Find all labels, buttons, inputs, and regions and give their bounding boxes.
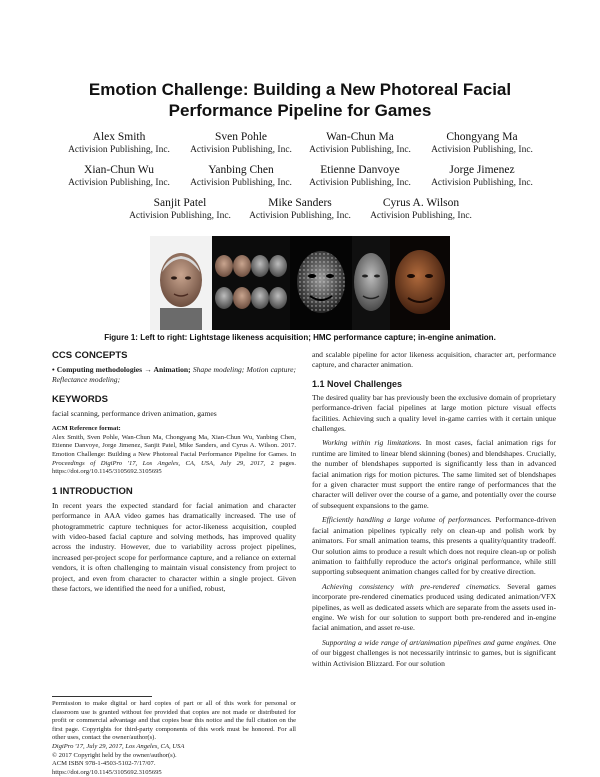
right-p1: The desired quality bar has previously been the exclusive domain of proprietary performance-driven facial pipelines at large motion picture visual effects facilities. Achieving such a quality level in-game carries with it certain unique challenges. (312, 392, 556, 434)
ccs-heading: CCS CONCEPTS (52, 350, 128, 361)
keywords-heading: KEYWORDS (52, 393, 108, 405)
acm-tail: 2 pages. https://doi.org/10.1145/3105692.3105695 (52, 459, 296, 476)
right-p2 (312, 438, 556, 511)
hmc-capture-face-icon (297, 251, 345, 313)
figure-caption: Figure 1: Left to right: Lightstage likeness acquisition; HMC performance capture; in-engine animation. (104, 333, 496, 342)
author-name: Cyrus A. Wilson (382, 197, 460, 209)
p3-lead: Efficiently handling a large volume of performances. (322, 515, 492, 525)
ccs-concepts (52, 365, 296, 386)
author-block (407, 163, 557, 189)
author-name: Chongyang Ma (446, 131, 518, 143)
figure-image (150, 236, 450, 330)
right-p3 (312, 515, 556, 577)
author-affiliation: Activision Publishing, Inc. (370, 211, 472, 221)
author-name: Xian-Chun Wu (84, 164, 154, 176)
author-name: Jorge Jimenez (449, 164, 515, 176)
teaser-figure (150, 236, 450, 330)
author-name: Alex Smith (92, 131, 146, 143)
author-block (346, 196, 496, 222)
p4-lead: Achieving consistency with pre-rendered cinematics. (322, 581, 501, 591)
right-p5 (312, 638, 556, 669)
novel-challenges-heading: 1.1 Novel Challenges (312, 378, 403, 389)
left-column (52, 350, 296, 594)
panel-scans-bg (212, 236, 290, 330)
p3-text: Performance-driven facial animation pipelines typically rely on clean-up and polish work by animators. For small animation teams, this presents a quality/quantity tradeoff. Our solution aims to produce a result which does not require clean-up or polish animation to faithfully reproduce the actor's original performance, while still supporting subsequent animation changes called for by creative direction. (312, 515, 556, 577)
permission-text: Permission to make digital or hard copies of part or all of this work for personal or classroom use is granted without fee provided that copies are not made or distributed for profit or commercial advantage and that copies bear this notice and the full citation on the first page. Copyrights for third-party components of this work must be honored. For all other uses, contact the owner/author(s). (52, 700, 296, 742)
author-affiliation: Activision Publishing, Inc. (309, 145, 411, 155)
venue (52, 743, 296, 752)
footnote (52, 696, 296, 777)
author-affiliation: Activision Publishing, Inc. (431, 178, 533, 188)
p2-lead: Working within rig limitations. (322, 438, 422, 448)
grey-render-face-icon (354, 253, 388, 311)
ccs-italic-2: Motion capture; Reflectance modeling; (52, 365, 297, 385)
author-affiliation: Activision Publishing, Inc. (190, 145, 292, 155)
right-p0: and scalable pipeline for actor likeness acquisition, character art, performance capture, and character animation. (312, 350, 556, 370)
author-affiliation: Activision Publishing, Inc. (68, 145, 170, 155)
author-name: Etienne Danvoye (320, 164, 400, 176)
author-name: Wan-Chun Ma (326, 131, 394, 143)
doi: https://doi.org/10.1145/3105692.3105695 (52, 768, 162, 776)
author-affiliation: Activision Publishing, Inc. (431, 145, 533, 155)
p5-text: One of our biggest challenges is not necessarily intrinsic to games, but is significant within Activision Blizzard. For our solution (312, 637, 556, 668)
p2-text: In most cases, facial animation rigs for runtime are limited to linear blend skinning (bones) and blendshapes. Crucially, the number of blendshapes supported is significantly less than in advanced facial animation rigs for motion pictures. The same limited set of blendshapes for a given character must support the entire range of performances that the character will deliver over the course of a game, and potentially over the course of subsequent expansions to the game. (312, 438, 556, 510)
title-line-1: Emotion Challenge: Building a New Photoreal Facial (88, 80, 512, 99)
title-line-2: Performance Pipeline for Games (168, 101, 432, 120)
intro-heading: 1 INTRODUCTION (52, 485, 133, 497)
footnote-rule (52, 696, 152, 697)
acm-ref-text: Alex Smith, Sven Pohle, Wan-Chun Ma, Chongyang Ma, Xian-Chun Wu, Yanbing Chen, Etienne Danvoye, Jorge Jimenez, Sanjit Patel, Mike Sanders, and Cyrus A. Wilson. 2017. Emotion Challenge: Building a New Photoreal Facial Performance Pipeline for Games. In (52, 433, 296, 458)
keywords: facial scanning, performance driven animation, games (52, 408, 217, 418)
in-engine-face-icon (395, 250, 445, 314)
p4-text: Several games incorporate pre-rendered cinematics produced using dedicated animation/VFX pipelines, as well as dedicated assets which are separate from the assets used in-engine. We wish for our solution to support both pre-rendered and in-engine facial animation, and asset re-use. (312, 581, 556, 633)
acm-heading: ACM Reference format: (52, 425, 121, 433)
lightstage-face-icon (160, 253, 202, 330)
p5-lead: Supporting a wide range of art/animation pipelines and game engines. (322, 637, 541, 647)
author-affiliation: Activision Publishing, Inc. (129, 211, 231, 221)
paper-title (0, 79, 600, 121)
author-block (407, 130, 557, 156)
author-affiliation: Activision Publishing, Inc. (249, 211, 351, 221)
acm-proc: Proceedings of DigiPro '17, Los Angeles, CA, USA, July 29, 2017, (52, 459, 266, 467)
author-affiliation: Activision Publishing, Inc. (68, 178, 170, 188)
author-name: Yanbing Chen (208, 164, 274, 176)
copyright: © 2017 Copyright held by the owner/author(s). (52, 751, 177, 759)
author-name: Sven Pohle (214, 131, 268, 143)
author-affiliation: Activision Publishing, Inc. (190, 178, 292, 188)
venue-text: DigiPro '17, July 29, 2017, Los Angeles, CA, USA (52, 742, 185, 750)
intro-body: In recent years the expected standard for facial animation and character performance in AAA video games has dramatically increased. The use of photogrammetric capture techniques for actor-likeness acquisition, coupled with video-based facial capture and solving methods, has improved quality across the industry. However, due to variability across project pipelines, increased per-project scope for performance capture, and a reliance on external vendors, it is often challenging to maintain visual consistency from project to project, and even from character to character within a single project. Given these factors, we identified the need for a unified, robust, (52, 500, 296, 594)
isbn: ACM ISBN 978-1-4503-5102-7/17/07. (52, 760, 156, 768)
ccs-italic-1: Shape modeling; (192, 365, 245, 374)
right-p4 (312, 582, 556, 634)
author-name: Mike Sanders (268, 197, 332, 209)
author-affiliation: Activision Publishing, Inc. (309, 178, 411, 188)
right-column (312, 350, 556, 669)
author-name: Sanjit Patel (153, 197, 207, 209)
acm-reference (52, 434, 296, 477)
ccs-bold: • Computing methodologies → Animation; (52, 365, 191, 374)
